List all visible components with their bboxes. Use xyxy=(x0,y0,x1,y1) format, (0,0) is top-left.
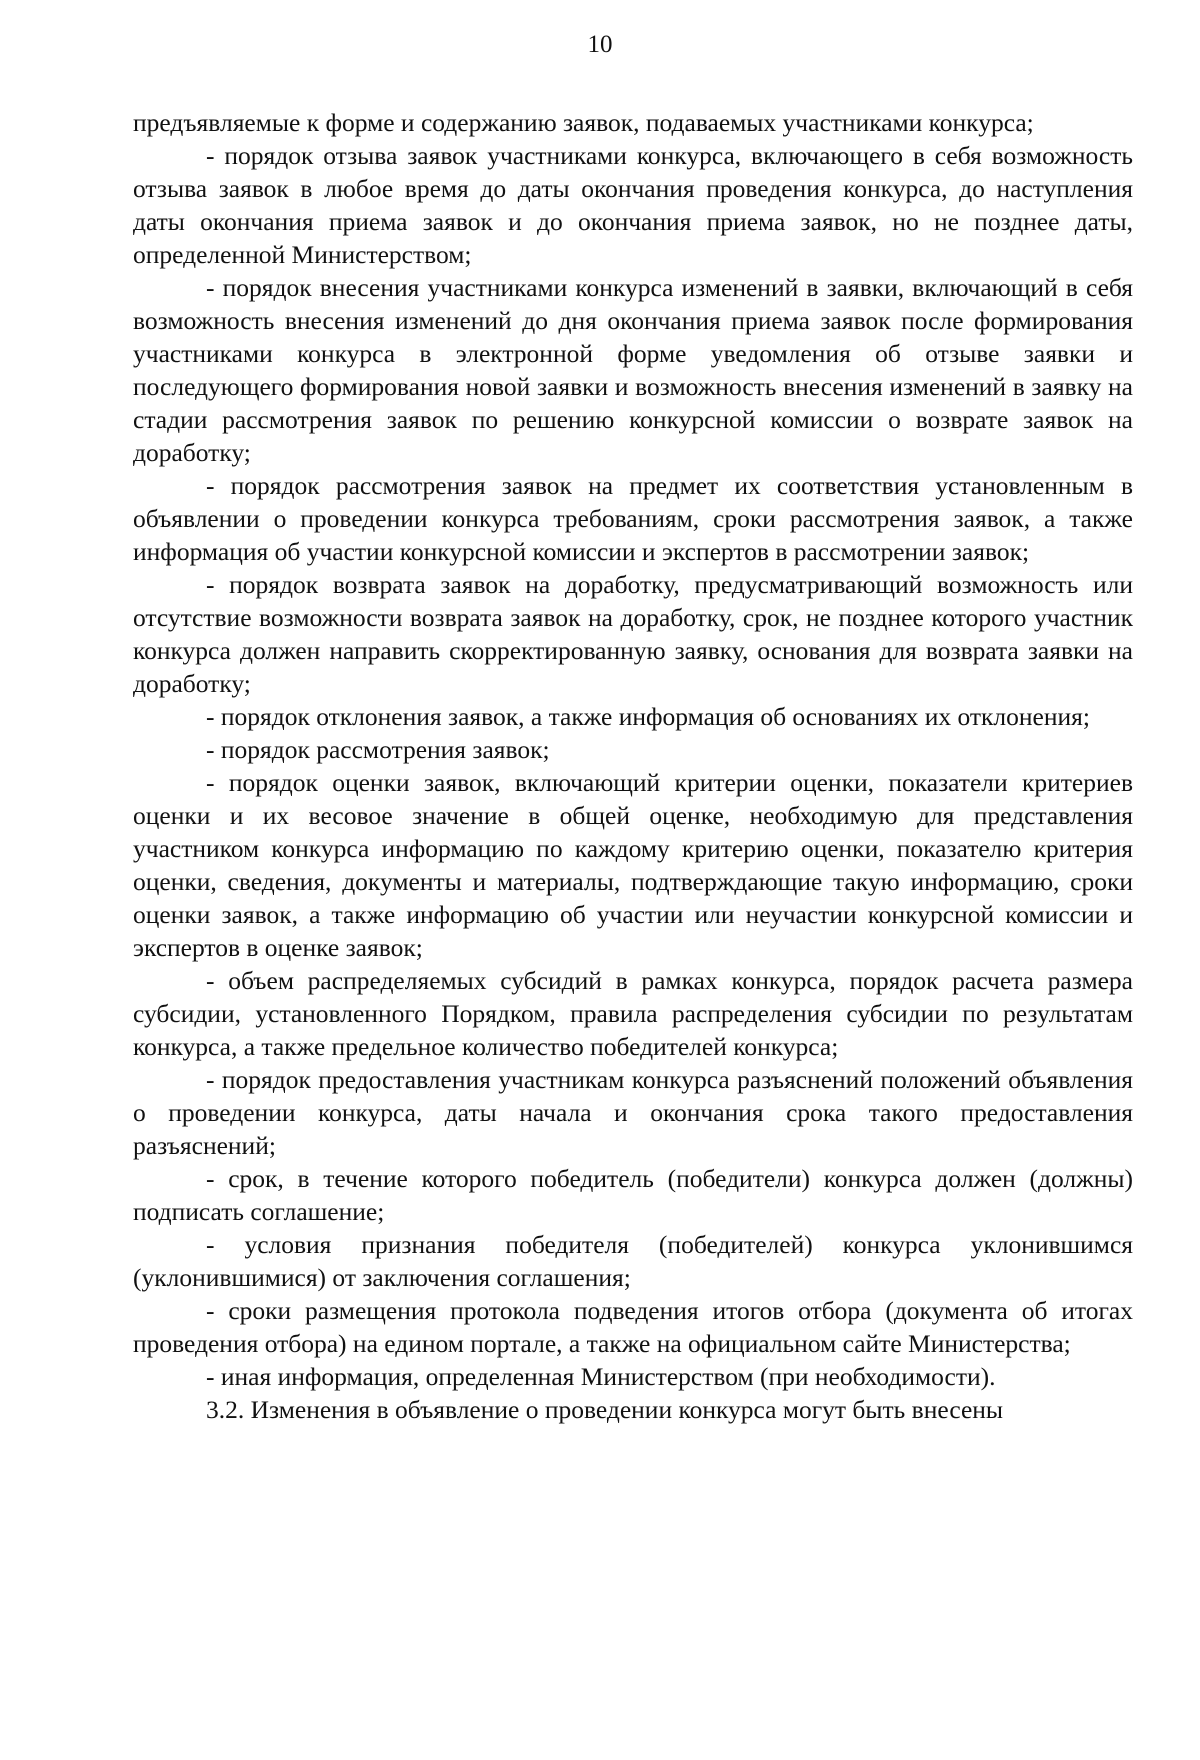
paragraph: - объем распределяемых субсидий в рамках конкурса, порядок расчета размера субсидии, установленного Порядком, правила распределения субсидии по результатам конкурса, а также предельное количество победителей конкурса; xyxy=(133,966,1133,1061)
document-body xyxy=(133,106,1133,1426)
paragraph: - порядок внесения участниками конкурса изменений в заявки, включающий в себя возможность внесения изменений до дня окончания приема заявок после формирования участниками конкурса в электронной форме уведомления об отзыве заявки и последующего формирования новой заявки и возможность внесения изменений в заявку на стадии рассмотрения заявок по решению конкурсной комиссии о возврате заявок на доработку; xyxy=(133,273,1133,467)
paragraph: 3.2. Изменения в объявление о проведении конкурса могут быть внесены xyxy=(206,1395,1004,1424)
page-number: 10 xyxy=(587,31,613,58)
paragraph: - срок, в течение которого победитель (победители) конкурса должен (должны) подписать соглашение; xyxy=(133,1164,1133,1226)
paragraph: - иная информация, определенная Министерством (при необходимости). xyxy=(206,1362,996,1391)
paragraph: предъявляемые к форме и содержанию заявок, подаваемых участниками конкурса; xyxy=(133,108,1034,137)
paragraph: - порядок рассмотрения заявок; xyxy=(206,735,550,764)
paragraph: - порядок предоставления участникам конкурса разъяснений положений объявления о проведении конкурса, даты начала и окончания срока такого предоставления разъяснений; xyxy=(133,1065,1133,1160)
paragraph: - порядок оценки заявок, включающий критерии оценки, показатели критериев оценки и их весовое значение в общей оценке, необходимую для представления участником конкурса информацию по каждому критерию оценки, показателю критерия оценки, сведения, документы и материалы, подтверждающие такую информацию, сроки оценки заявок, а также информацию об участии или неучастии конкурсной комиссии и экспертов в оценке заявок; xyxy=(133,768,1133,962)
paragraph: - порядок рассмотрения заявок на предмет их соответствия установленным в объявлении о проведении конкурса требованиям, сроки рассмотрения заявок, а также информация об участии конкурсной комиссии и экспертов в рассмотрении заявок; xyxy=(133,471,1133,566)
paragraph: - сроки размещения протокола подведения итогов отбора (документа об итогах проведения отбора) на едином портале, а также на официальном сайте Министерства; xyxy=(133,1296,1133,1358)
paragraph: - условия признания победителя (победителей) конкурса уклонившимся (уклонившимися) от заключения соглашения; xyxy=(133,1230,1133,1292)
paragraph: - порядок возврата заявок на доработку, предусматривающий возможность или отсутствие возможности возврата заявок на доработку, срок, не позднее которого участник конкурса должен направить скорректированную заявку, основания для возврата заявки на доработку; xyxy=(133,570,1133,698)
paragraph: - порядок отзыва заявок участниками конкурса, включающего в себя возможность отзыва заявок в любое время до даты окончания проведения конкурса, до наступления даты окончания приема заявок и до окончания приема заявок, но не позднее даты, определенной Министерством; xyxy=(133,141,1133,269)
paragraph: - порядок отклонения заявок, а также информация об основаниях их отклонения; xyxy=(206,702,1090,731)
